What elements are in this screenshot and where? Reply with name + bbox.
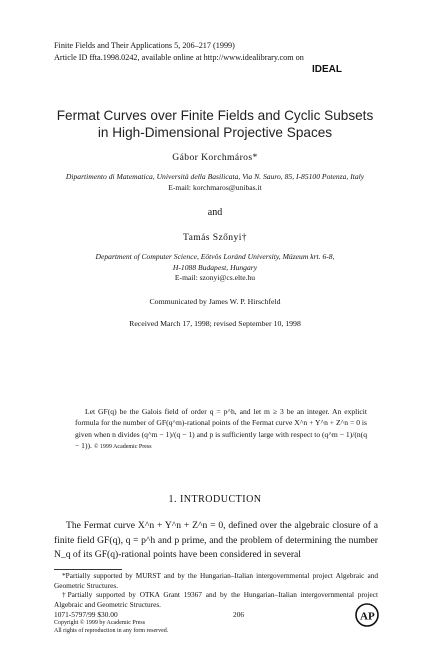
author-2-name: Tamás Szőnyi† — [183, 232, 247, 243]
article-id-line — [54, 52, 304, 64]
title-line-1: Fermat Curves over Finite Fields and Cyclic Subsets — [56, 108, 374, 123]
issn-price: 1071-5797/99 $30.00 — [54, 610, 118, 619]
article-id-text: Article ID ffta.1998.0242, available online at http://www.idealibrary.com on — [54, 53, 304, 62]
abstract — [75, 406, 367, 454]
author-2-email: E-mail: szonyi@cs.elte.hu — [174, 273, 256, 283]
footnote-1: *Partially supported by MURST and by the Hungarian–Italian intergovernmental project Algebraic and Geometric Structures. — [54, 571, 378, 590]
author-2-affiliation — [0, 252, 430, 284]
footnote-rule — [54, 569, 122, 570]
abstract-text: Let GF(q) be the Galois field of order q = p^h, and let m ≥ 3 be an integer. An explicit formula for the number of GF(q^m)-rational points of the Fermat curve X^n + Y^n + Z^n = 0 is given when n divides (q^m − 1)/(q − 1) and p is sufficiently large with respect to (q^m − 1)/(n(q − 1)). — [75, 407, 367, 451]
author-1-email: E-mail: korchmaros@unibas.it — [168, 182, 262, 192]
page-number: 206 — [233, 610, 245, 619]
author-1-institution: Dipartimento di Matematica, Università della Basilicata, Via N. Sauro, 85, I-85100 Potenza, Italy — [65, 172, 365, 181]
author-1-name: Gábor Korchmáros* — [172, 152, 258, 163]
paper-title — [40, 107, 390, 141]
author-1-affiliation — [0, 172, 430, 193]
ideal-logo-text: IDEAL — [312, 64, 342, 75]
footnotes — [54, 571, 378, 609]
publisher-footer — [54, 610, 168, 635]
title-line-2: in High-Dimensional Projective Spaces — [97, 125, 333, 140]
journal-citation: Finite Fields and Their Applications 5, 206–217 (1999) — [54, 41, 235, 50]
academic-press-logo-text: AP — [360, 610, 375, 623]
academic-press-logo-icon — [355, 603, 379, 627]
communicated-by: Communicated by James W. P. Hirschfeld — [149, 297, 281, 306]
author-2-institution-line-1: Department of Computer Science, Eötvös Loránd University, Múzeum krt. 6-8, — [95, 252, 335, 261]
and-separator: and — [207, 207, 223, 218]
footnote-2: †Partially supported by OTKA Grant 19367 and by the Hungarian–Italian intergovernmental project Algebraic and Geometric Structures. — [54, 590, 378, 609]
intro-paragraph: The Fermat curve X^n + Y^n + Z^n = 0, defined over the algebraic closure of a finite field GF(q), q = p^h and p prime, and the problem of determining the number N_q of its GF(q)-rational points have been considered in several — [54, 520, 378, 561]
footer-rights: All rights of reproduction in any form reserved. — [54, 628, 169, 634]
section-heading: 1. INTRODUCTION — [168, 494, 262, 505]
abstract-copyright: © 1999 Academic Press — [93, 444, 152, 451]
ideal-logo-icon — [311, 61, 351, 75]
footer-copyright: Copyright © 1999 by Academic Press — [54, 620, 146, 626]
journal-header — [54, 40, 304, 64]
author-2-institution-line-2: H-1088 Budapest, Hungary — [172, 262, 258, 272]
received-dates: Received March 17, 1998; revised September 10, 1998 — [129, 319, 301, 328]
